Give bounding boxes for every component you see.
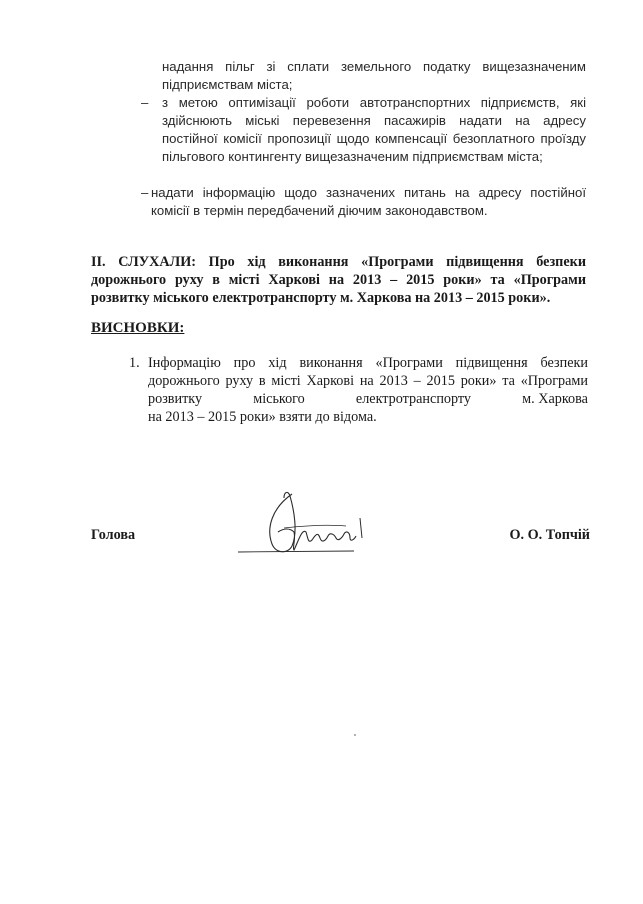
- section-heard: [91, 253, 586, 307]
- conclusions-heading: ВИСНОВКИ:: [91, 320, 185, 336]
- conclusion-word: розвитку: [148, 391, 203, 407]
- section-text: Про хід виконання «Програми підвищення безпеки дорожнього руху в місті Харкові на 2013 – 2015 роки» та «Програми розвитку міського електротранспорту м. Харкова на 2013 – 2015 роки».: [91, 254, 587, 306]
- list-item-text: надати інформацію щодо зазначених питань на адресу постійної комісії в термін передбачений діючим законодавством.: [151, 185, 586, 218]
- conclusion-item: [148, 354, 588, 426]
- signatory-name: О. О. Топчій: [509, 527, 590, 543]
- conclusion-word: м. Харкова: [522, 391, 588, 407]
- list-item: [162, 94, 586, 166]
- handwritten-signature: [232, 488, 392, 568]
- continuation-text: надання пільг зі сплати земельного податку вищезазначеним підприємствам міста;: [162, 59, 586, 92]
- conclusion-word: міського: [253, 391, 305, 407]
- list-item: [151, 184, 586, 220]
- scan-speck: [354, 734, 356, 736]
- signatory-role: Голова: [91, 527, 136, 543]
- conclusion-line: дорожнього руху в місті Харкові на 2013 – 2015 роки» та «Програми: [148, 373, 588, 389]
- conclusion-line: на 2013 – 2015 роки» взяти до відома.: [148, 409, 377, 425]
- conclusion-line: Інформацію про хід виконання «Програми підвищення безпеки: [148, 355, 588, 371]
- list-item-marker: –: [141, 95, 149, 110]
- section-label: ІІ. СЛУХАЛИ:: [91, 254, 196, 270]
- conclusion-line-spaced: [148, 390, 588, 408]
- conclusion-word: електротранспорту: [355, 391, 472, 407]
- conclusion-number: 1.: [129, 355, 140, 371]
- list-item-marker: –: [141, 185, 149, 200]
- continuation-paragraph: [162, 58, 586, 94]
- list-item-text: з метою оптимізації роботи автотранспортних підприємств, які здійснюють міські перевезення пасажирів надати на адресу постійної комісії пропозиції щодо компенсації безоплатного проїзду пільгового контингенту вищезазначеним підприємствам міста;: [162, 95, 586, 164]
